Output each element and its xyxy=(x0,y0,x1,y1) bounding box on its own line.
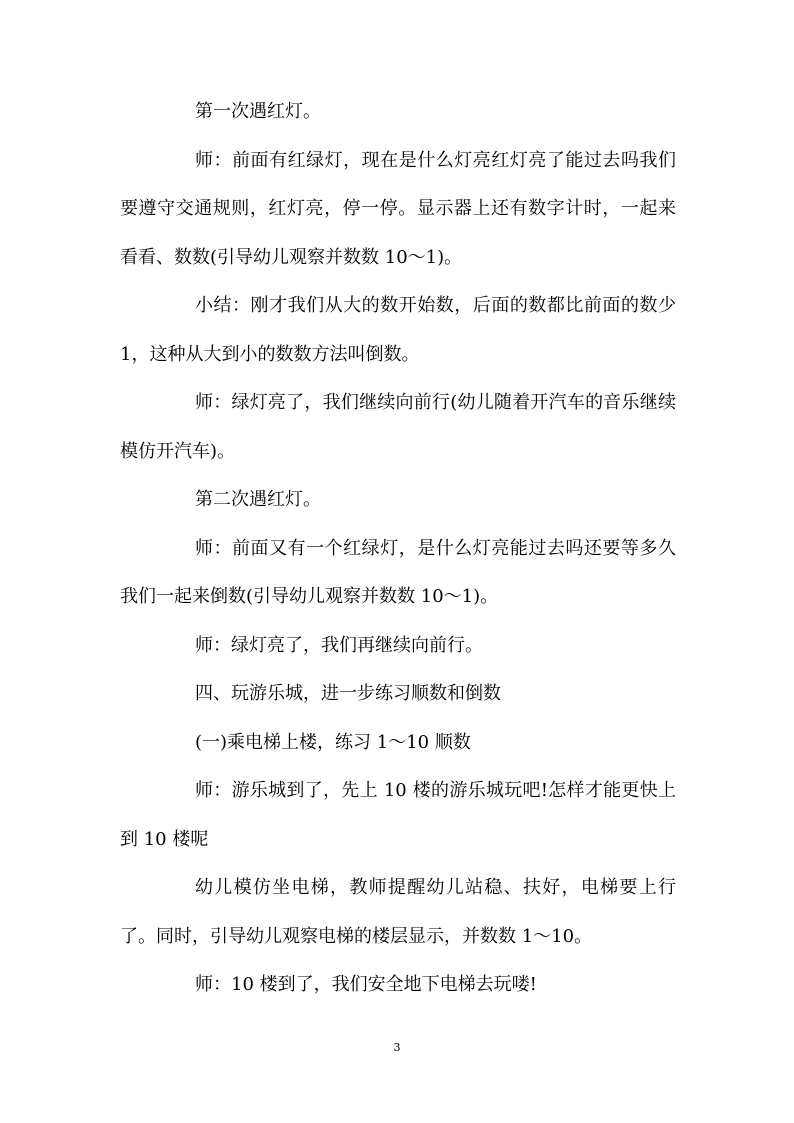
paragraph-12: 师：10 楼到了，我们安全地下电梯去玩喽! xyxy=(195,974,537,995)
paragraph-5: 第二次遇红灯。 xyxy=(195,489,321,510)
paragraph-2: 师：前面有红绿灯，现在是什么灯亮红灯亮了能过去吗我们要遵守交通规则，红灯亮，停一停。显示器上还有数字计时，一起来看看、数数(引导幼儿观察并数数 10～1)。 xyxy=(120,149,676,268)
paragraph-4: 师：绿灯亮了，我们继续向前行(幼儿随着开汽车的音乐继续模仿开汽车)。 xyxy=(120,392,676,462)
paragraph-3: 小结：刚才我们从大的数开始数，后面的数都比前面的数少 1，这种从大到小的数数方法叫倒数。 xyxy=(120,295,676,365)
paragraph-7: 师：绿灯亮了，我们再继续向前行。 xyxy=(195,634,483,656)
paragraph-11: 幼儿模仿坐电梯，教师提醒幼儿站稳、扶好，电梯要上行了。同时，引导幼儿观察电梯的楼层显示，并数数 1～10。 xyxy=(120,877,676,947)
paragraph-1: 第一次遇红灯。 xyxy=(195,101,321,122)
page-number: 3 xyxy=(393,1041,401,1054)
document-body xyxy=(120,88,676,1010)
paragraph-6: 师：前面又有一个红绿灯，是什么灯亮能过去吗还要等多久我们一起来倒数(引导幼儿观察并数数 10～1)。 xyxy=(120,537,676,607)
paragraph-9: (一)乘电梯上楼，练习 1～10 顺数 xyxy=(195,731,471,753)
paragraph-8: 四、玩游乐城，进一步练习顺数和倒数 xyxy=(195,683,501,704)
paragraph-10: 师：游乐城到了，先上 10 楼的游乐城玩吧!怎样才能更快上到 10 楼呢 xyxy=(120,780,676,850)
